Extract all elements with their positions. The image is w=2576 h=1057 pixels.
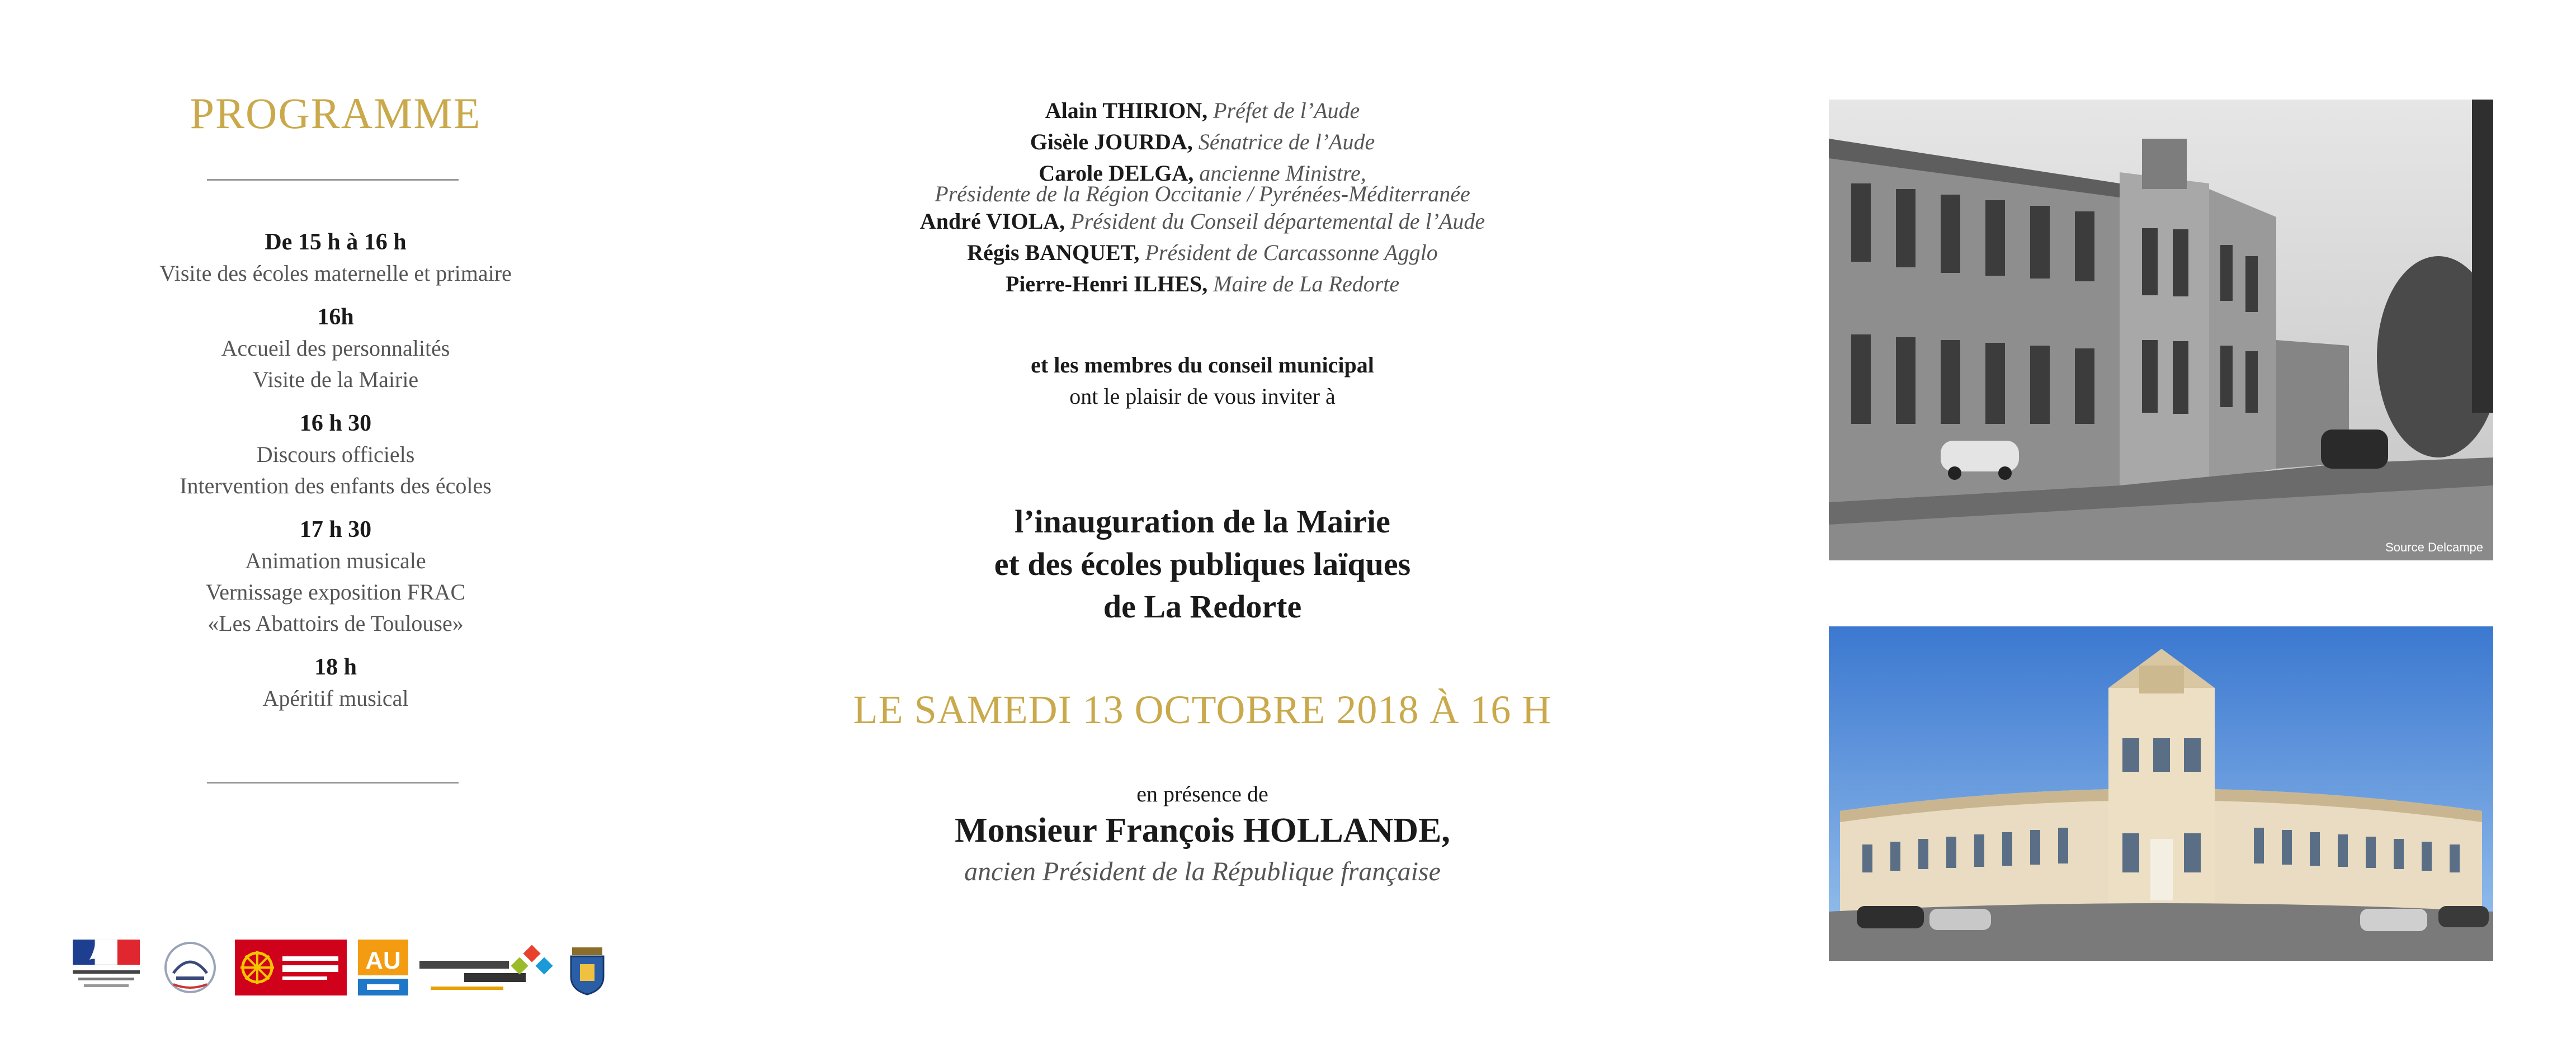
event-date: LE SAMEDI 13 OCTOBRE 2018 À 16 H [853,687,1552,732]
council-invitation [783,350,1622,412]
host-entry [783,158,1622,206]
programme-slot-activity: Apéritif musical [262,686,409,711]
programme-slot [0,226,671,289]
carcassonne-agglo-logo [419,940,559,995]
programme-title: PROGRAMME [190,89,482,138]
programme-slot-activity: Accueil des personnalités [221,336,450,361]
host-role: Maire de La Redorte [1213,271,1400,296]
host-entry [783,237,1622,268]
programme-slot-time: 17 h 30 [299,517,372,542]
aude-departement-logo [358,940,408,995]
event-title [783,501,1622,628]
host-name: Alain THIRION, [1045,98,1208,123]
host-name: Pierre-Henri ILHES, [1005,271,1208,296]
programme-slot-activity: Intervention des enfants des écoles [180,473,492,498]
programme-divider-top [207,179,459,181]
photo-credit: Source Delcampe [2385,540,2483,554]
partner-logos [73,940,604,1001]
guest-name: Monsieur François HOLLANDE, [955,811,1450,850]
programme-slot-activity: Visite de la Mairie [252,367,419,392]
programme-slot-activity: Discours officiels [256,442,415,467]
invite-line: ont le plaisir de vous inviter à [1069,384,1336,409]
host-name: André VIOLA, [919,209,1065,234]
host-role: Président du Conseil départemental de l’Aude [1070,209,1485,234]
programme-slot-time: 18 h [314,654,357,680]
host-name: Carole DELGA, [1039,161,1194,186]
programme-slot-time: 16 h 30 [299,410,372,436]
host-role: Préfet de l’Aude [1213,98,1360,123]
host-entry [783,126,1622,158]
host-role: Sénatrice de l’Aude [1198,129,1375,154]
programme-divider-bottom [207,782,459,784]
host-role-continued: Présidente de la Région Occitanie / Pyrénées-Méditerranée [935,181,1470,206]
region-occitanie-logo [235,940,347,995]
event-title-line-2: et des écoles publiques laïques [994,546,1411,582]
guest-intro: en présence de [1136,781,1268,806]
programme-slot-time: 16h [317,304,354,330]
hosts-list [783,95,1622,300]
programme-slot [0,514,671,639]
programme-slot [0,652,671,714]
historic-town-hall-photo [1829,100,2493,560]
host-name: Régis BANQUET, [967,240,1140,265]
council-members-line: et les membres du conseil municipal [1031,352,1374,378]
event-title-line-3: de La Redorte [1103,588,1302,625]
programme-slot [0,301,671,395]
host-entry [783,268,1622,300]
programme-slot-activity: Vernissage exposition FRAC [205,579,466,605]
event-title-line-1: l’inauguration de la Mairie [1015,503,1390,540]
programme-slot-time: De 15 h à 16 h [265,229,407,255]
la-redorte-coat-of-arms-logo [568,940,607,995]
host-role: ancienne Ministre, [1199,161,1366,186]
programme-slot-activity: «Les Abattoirs de Toulouse» [207,611,464,636]
programme-slot-activity: Visite des écoles maternelle et primaire [159,261,512,286]
renovated-town-hall-photo [1829,626,2493,961]
programme-schedule [0,226,671,726]
senat-logo [162,940,218,995]
guest-role: ancien Président de la République française [964,857,1441,886]
host-name: Gisèle JOURDA, [1030,129,1193,154]
host-role: Président de Carcassonne Agglo [1145,240,1438,265]
republique-francaise-prefecture-logo [73,940,140,995]
programme-slot [0,408,671,502]
host-entry [783,206,1622,237]
programme-slot-activity: Animation musicale [245,548,426,573]
svg-text:AU: AU [365,947,401,974]
host-entry [783,95,1622,126]
